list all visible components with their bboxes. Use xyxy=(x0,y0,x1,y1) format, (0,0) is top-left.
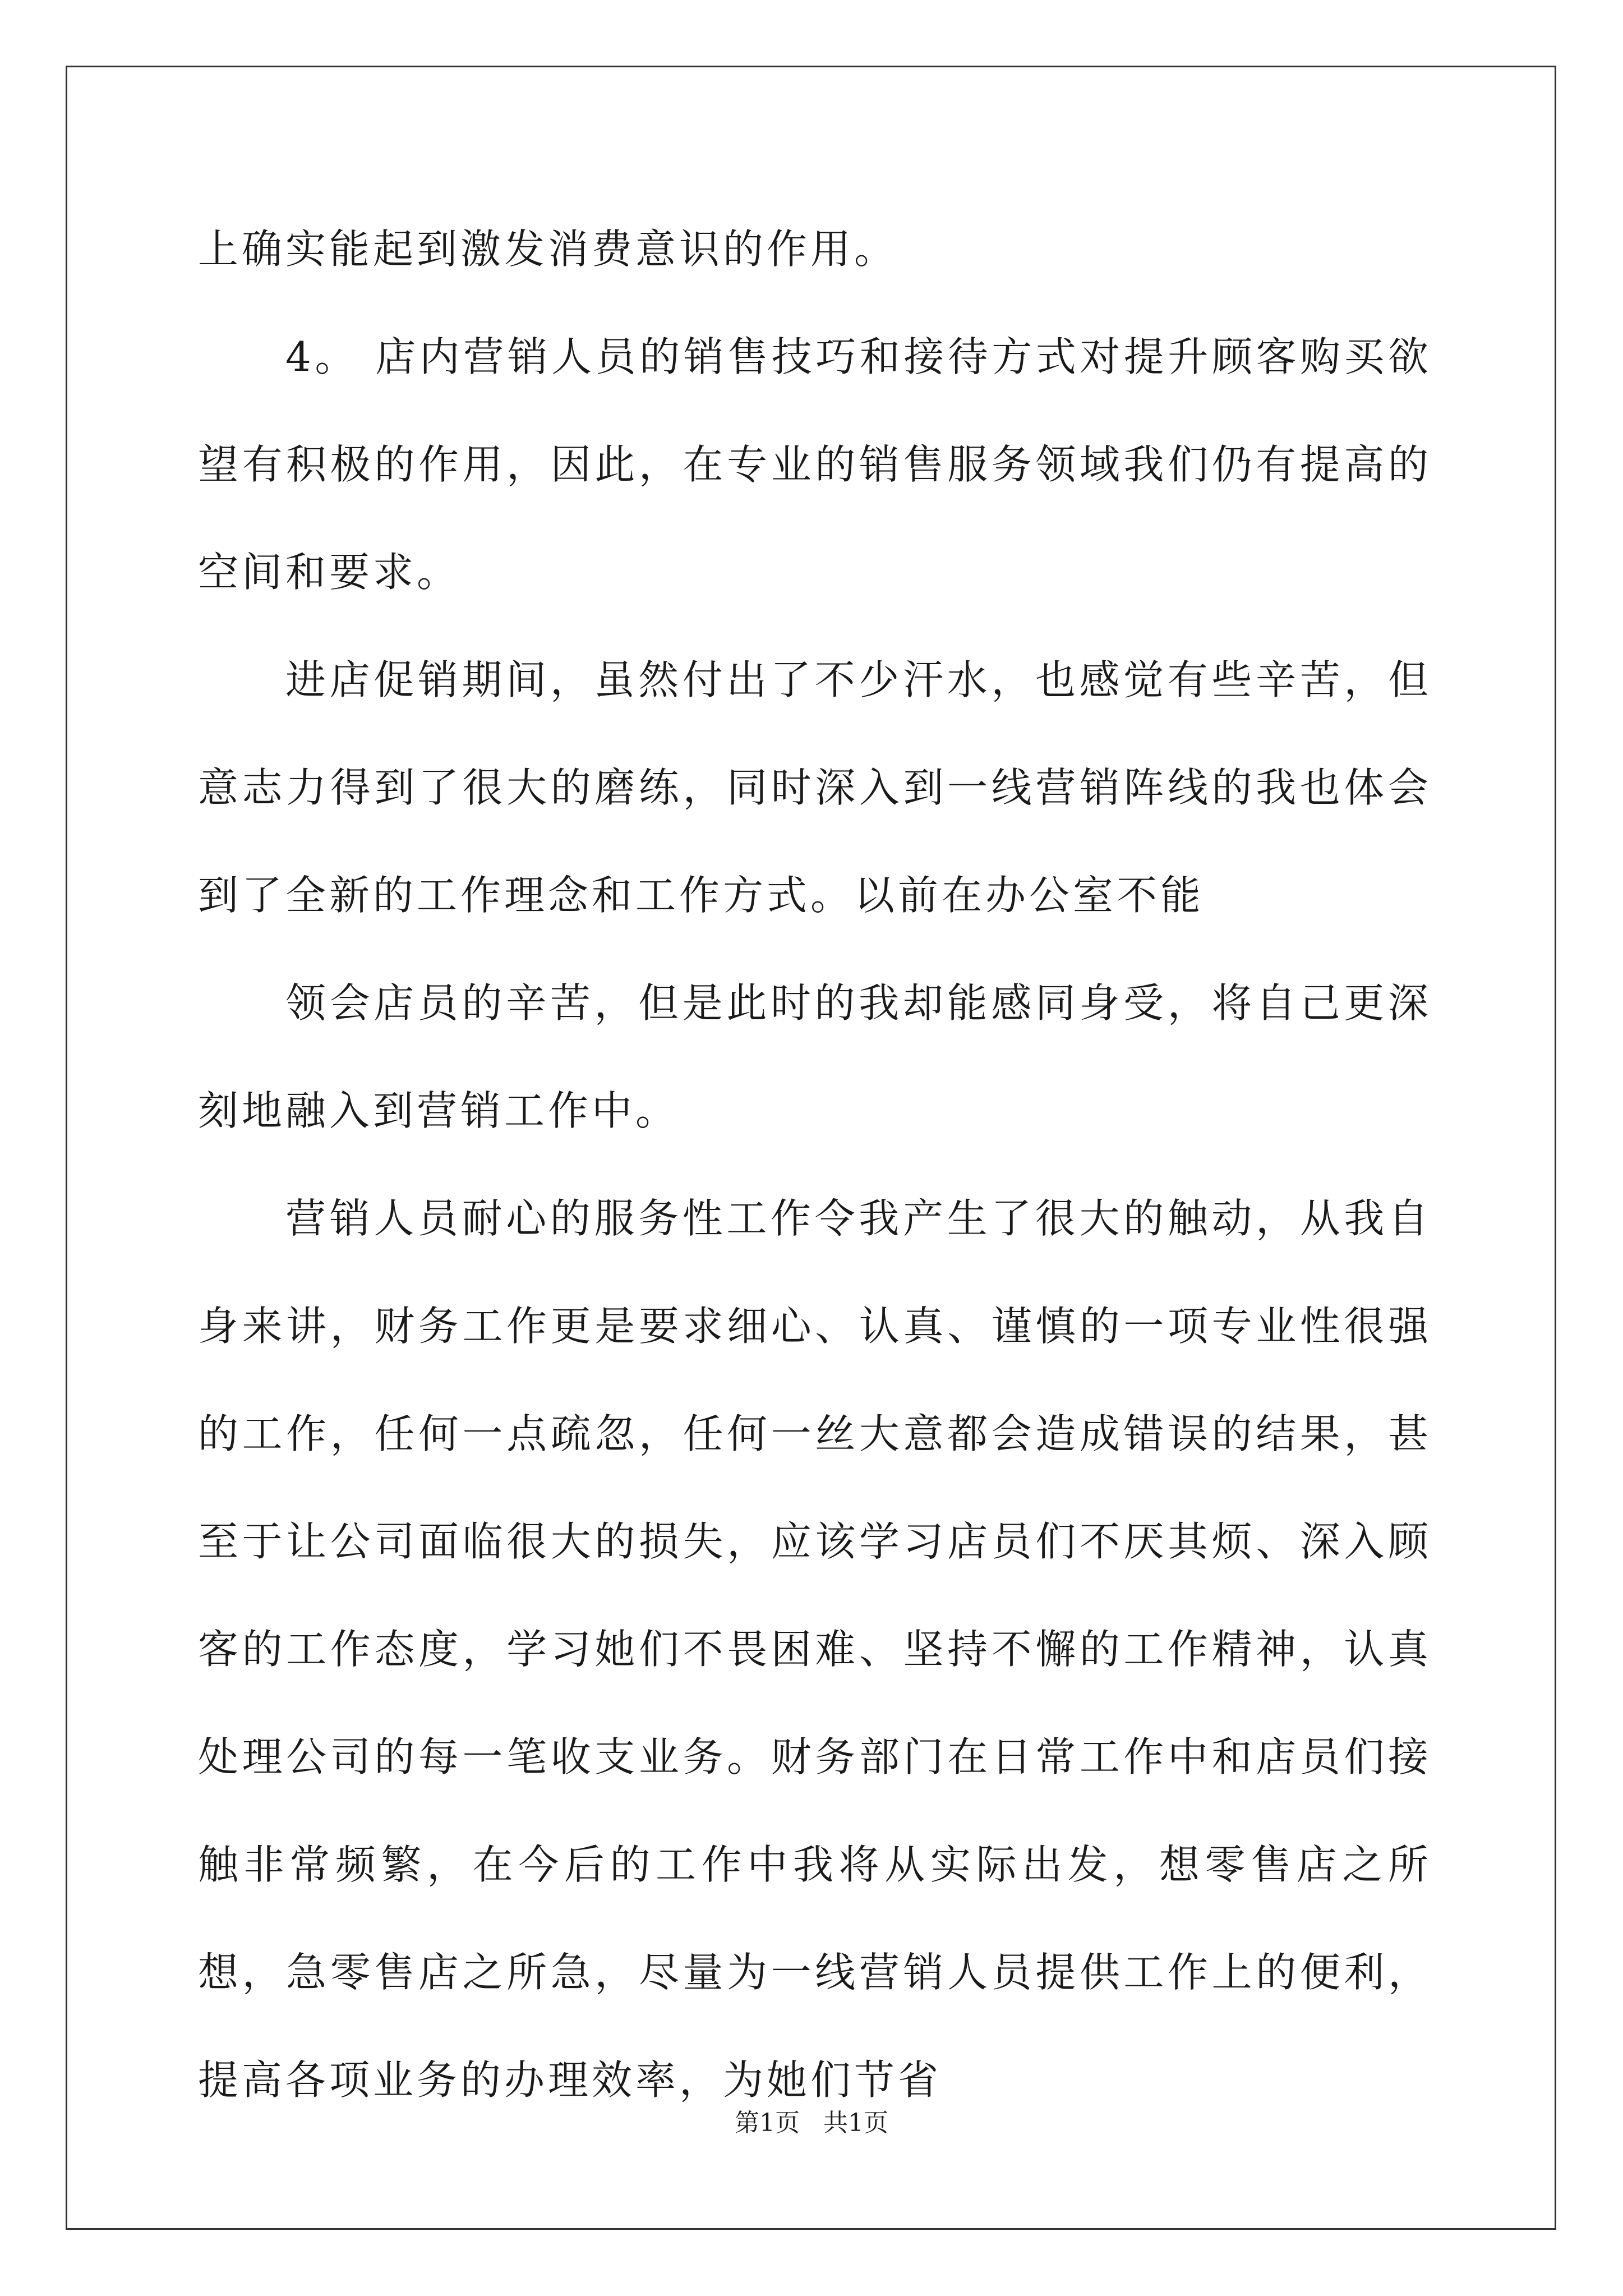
document-body xyxy=(198,195,1432,2134)
page-footer: 第1页 共1页 xyxy=(735,2109,888,2137)
paragraph-4: 领会店员的辛苦，但是此时的我却能感同身受，将自己更深刻地融入到营销工作中。 xyxy=(198,979,1432,1134)
paragraph-5: 营销人员耐心的服务性工作令我产生了很大的触动，从我自身来讲，财务工作更是要求细心、认真、谨慎的一项专业性很强的工作，任何一点疏忽，任何一丝大意都会造成错误的结果，甚至于让公司面临很大的损失，应该学习店员们不厌其烦、深入顾客的工作态度，学习她们不畏困难、坚持不懈的工作精神，认真处理公司的每一笔收支业务。财务部门在日常工作中和店员们接触非常频繁，在今后的工作中我将从实际出发，想零售店之所想，急零售店之所急，尽量为一线营销人员提供工作上的便利，提高各项业务的办理效率，为她们节省 xyxy=(198,1195,1432,2104)
paragraph-2: 4。 店内营销人员的销售技巧和接待方式对提升顾客购买欲望有积极的作用，因此，在专业的销售服务领域我们仍有提高的空间和要求。 xyxy=(198,333,1432,596)
paragraph-3: 进店促销期间，虽然付出了不少汗水，也感觉有些辛苦，但意志力得到了很大的磨练，同时深入到一线营销阵线的我也体会到了全新的工作理念和工作方式。以前在办公室不能 xyxy=(198,656,1432,919)
paragraph-1: 上确实能起到激发消费意识的作用。 xyxy=(198,226,898,273)
